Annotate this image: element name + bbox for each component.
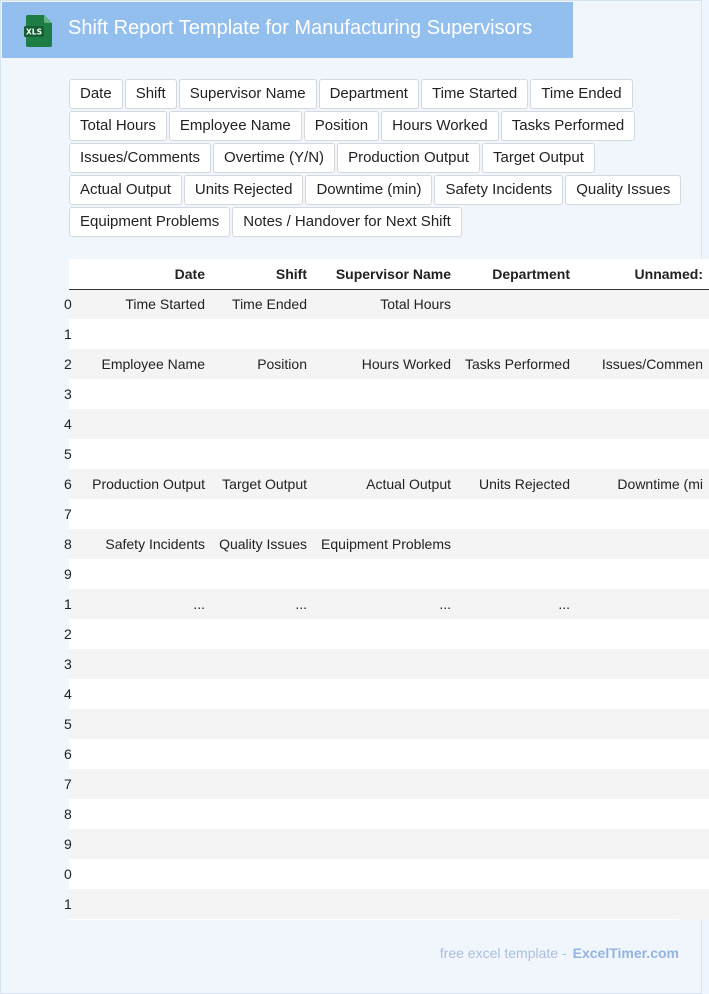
table-cell: [211, 379, 313, 409]
table-cell: [211, 799, 313, 829]
table-row: [69, 559, 709, 589]
table-cell: [211, 559, 313, 589]
table-cell: [313, 829, 457, 859]
field-tag: Issues/Comments: [69, 143, 211, 173]
table-cell: [313, 709, 457, 739]
table-cell: [576, 709, 709, 739]
table-cell: [211, 649, 313, 679]
column-header: Date: [74, 259, 211, 289]
table-cell: [74, 379, 211, 409]
table-cell: [313, 319, 457, 349]
table-header-row: [69, 259, 709, 289]
table-row: [69, 709, 709, 739]
table-cell: [457, 289, 576, 319]
table-cell: [576, 859, 709, 889]
table-cell: ...: [457, 589, 576, 619]
field-tag: Downtime (min): [305, 175, 432, 205]
table-cell: [313, 859, 457, 889]
table-cell: Issues/Commen: [576, 349, 709, 379]
row-index-label: 6: [64, 476, 72, 492]
table-cell: [457, 799, 576, 829]
table-cell: [313, 769, 457, 799]
table-cell: [211, 709, 313, 739]
page-title: Shift Report Template for Manufacturing Supervisors: [68, 17, 533, 39]
table-cell: [576, 529, 709, 559]
table-row: [69, 529, 709, 559]
field-tag: Supervisor Name: [179, 79, 317, 109]
field-tag: Department: [319, 79, 419, 109]
table-cell: [74, 409, 211, 439]
table-cell: [457, 709, 576, 739]
field-tag: Quality Issues: [565, 175, 681, 205]
table-cell: [211, 319, 313, 349]
table-row: [69, 349, 709, 379]
table-row: [69, 679, 709, 709]
table-cell: [576, 289, 709, 319]
table-cell: [211, 439, 313, 469]
table-cell: [313, 499, 457, 529]
table-cell: [576, 499, 709, 529]
row-index-label: 2: [64, 626, 72, 642]
table-cell: [576, 889, 709, 919]
table-cell: [313, 649, 457, 679]
footer-text: free excel template -: [439, 945, 567, 961]
row-index-label: 4: [64, 686, 72, 702]
table-row: [69, 589, 709, 619]
table-cell: Downtime (mi: [576, 469, 709, 499]
field-tag: Date: [69, 79, 123, 109]
table-cell: [313, 439, 457, 469]
table-cell: [576, 379, 709, 409]
row-index-label: 2: [64, 356, 72, 372]
row-index-label: 0: [64, 296, 72, 313]
table-row: [69, 829, 709, 859]
title-banner: [2, 2, 573, 58]
field-tag: Equipment Problems: [69, 207, 230, 237]
table-row: [69, 289, 709, 319]
table-row: [69, 799, 709, 829]
table-cell: [576, 319, 709, 349]
table-cell: Time Ended: [211, 289, 313, 319]
table-cell: [313, 679, 457, 709]
table-cell: Position: [211, 349, 313, 379]
row-index-label: 6: [64, 746, 72, 762]
table-cell: Actual Output: [313, 469, 457, 499]
table-cell: [576, 439, 709, 469]
table-cell: Tasks Performed: [457, 349, 576, 379]
row-index-label: 7: [64, 506, 72, 522]
table-cell: [457, 739, 576, 769]
table-cell: Hours Worked: [313, 349, 457, 379]
table-cell: [211, 889, 313, 919]
field-tag-list: [69, 79, 685, 239]
field-tag: Actual Output: [69, 175, 182, 205]
table-cell: [211, 739, 313, 769]
footer-brand-link[interactable]: ExcelTimer.com: [572, 945, 679, 961]
table-cell: [576, 769, 709, 799]
table-cell: [74, 439, 211, 469]
column-header: Shift: [211, 259, 313, 289]
field-tag: Position: [304, 111, 379, 141]
table-cell: Equipment Problems: [313, 529, 457, 559]
field-tag: Units Rejected: [184, 175, 304, 205]
table-cell: Units Rejected: [457, 469, 576, 499]
table-cell: [211, 409, 313, 439]
table-cell: [211, 619, 313, 649]
table-cell: [457, 829, 576, 859]
table-cell: [457, 319, 576, 349]
table-cell: [457, 649, 576, 679]
row-index-label: 8: [64, 536, 72, 552]
footer-credit: [440, 945, 679, 961]
field-tag: Production Output: [337, 143, 480, 173]
table-cell: Time Started: [74, 289, 211, 319]
table-cell: [313, 799, 457, 829]
column-header: Department: [457, 259, 576, 289]
row-index-label: 4: [64, 416, 72, 432]
table-cell: [74, 829, 211, 859]
table-cell: [211, 769, 313, 799]
table-cell: [576, 739, 709, 769]
table-cell: [74, 709, 211, 739]
table-cell: [74, 319, 211, 349]
table-cell: Target Output: [211, 469, 313, 499]
table-cell: [457, 679, 576, 709]
row-index-label: 9: [64, 836, 72, 852]
table-row: [69, 499, 709, 529]
field-tag: Target Output: [482, 143, 595, 173]
table-cell: [457, 889, 576, 919]
field-tag: Time Started: [421, 79, 528, 109]
table-cell: [457, 559, 576, 589]
row-index-label: 5: [64, 446, 72, 462]
table-cell: [313, 559, 457, 589]
data-table: [64, 259, 709, 919]
table-cell: [74, 619, 211, 649]
field-tag: Safety Incidents: [434, 175, 563, 205]
table-cell: [74, 739, 211, 769]
table-cell: ...: [211, 589, 313, 619]
table-cell: [313, 379, 457, 409]
table-cell: [576, 619, 709, 649]
field-tag: Overtime (Y/N): [213, 143, 335, 173]
table-cell: [74, 889, 211, 919]
table-row: [69, 769, 709, 799]
table-cell: [576, 559, 709, 589]
table-cell: Employee Name: [74, 349, 211, 379]
table-row: [69, 379, 709, 409]
table-cell: [74, 679, 211, 709]
table-cell: [457, 619, 576, 649]
table-cell: Safety Incidents: [74, 529, 211, 559]
table-cell: ...: [313, 589, 457, 619]
table-row: [69, 739, 709, 769]
table-cell: [74, 649, 211, 679]
xls-file-icon: [24, 15, 52, 47]
table-cell: [457, 379, 576, 409]
table-cell: [74, 769, 211, 799]
table-row: [69, 619, 709, 649]
row-index-label: 1: [64, 896, 72, 912]
table-cell: [313, 409, 457, 439]
table-row: [69, 409, 709, 439]
xls-icon-label: XLS: [26, 27, 42, 37]
table-cell: Total Hours: [313, 289, 457, 319]
field-tag: Shift: [125, 79, 177, 109]
table-cell: ...: [74, 589, 211, 619]
column-header: Supervisor Name: [313, 259, 457, 289]
table-cell: [457, 769, 576, 799]
field-tag: Notes / Handover for Next Shift: [232, 207, 462, 237]
row-index-label: 0: [64, 866, 72, 882]
table-cell: [576, 829, 709, 859]
table-cell: [576, 409, 709, 439]
field-tag: Hours Worked: [381, 111, 499, 141]
table-cell: [457, 529, 576, 559]
row-index-label: 7: [64, 776, 72, 792]
table-cell: [457, 499, 576, 529]
row-index-label: 3: [64, 656, 72, 672]
table-cell: [576, 679, 709, 709]
table-cell: [576, 589, 709, 619]
table-cell: [211, 679, 313, 709]
row-index-label: 3: [64, 386, 72, 402]
field-tag: Time Ended: [530, 79, 632, 109]
table-cell: [457, 439, 576, 469]
field-tag: Employee Name: [169, 111, 302, 141]
table-cell: [313, 619, 457, 649]
table-row: [69, 319, 709, 349]
table-cell: [457, 409, 576, 439]
table-cell: [457, 859, 576, 889]
table-body: [64, 289, 709, 919]
row-index-label: 9: [64, 566, 72, 582]
table-cell: [576, 799, 709, 829]
table-cell: [74, 859, 211, 889]
table-cell: [74, 499, 211, 529]
field-tag: Total Hours: [69, 111, 167, 141]
table-cell: Quality Issues: [211, 529, 313, 559]
column-header: Unnamed:: [576, 259, 709, 289]
table-cell: Production Output: [74, 469, 211, 499]
table-cell: [74, 559, 211, 589]
table-row: [69, 649, 709, 679]
table-cell: [313, 889, 457, 919]
table-row: [69, 859, 709, 889]
table-cell: [211, 499, 313, 529]
table-row: [69, 469, 709, 499]
row-index-label: 8: [64, 806, 72, 822]
row-index-label: 1: [64, 596, 72, 612]
field-tag: Tasks Performed: [501, 111, 636, 141]
table-cell: [576, 649, 709, 679]
table-row: [69, 439, 709, 469]
table-cell: [74, 799, 211, 829]
table-cell: [211, 829, 313, 859]
row-index-label: 5: [64, 716, 72, 732]
row-index-label: 1: [64, 326, 72, 342]
table-cell: [313, 739, 457, 769]
table-row: [69, 889, 709, 919]
table-cell: [211, 859, 313, 889]
data-table-viewport[interactable]: [64, 259, 703, 920]
